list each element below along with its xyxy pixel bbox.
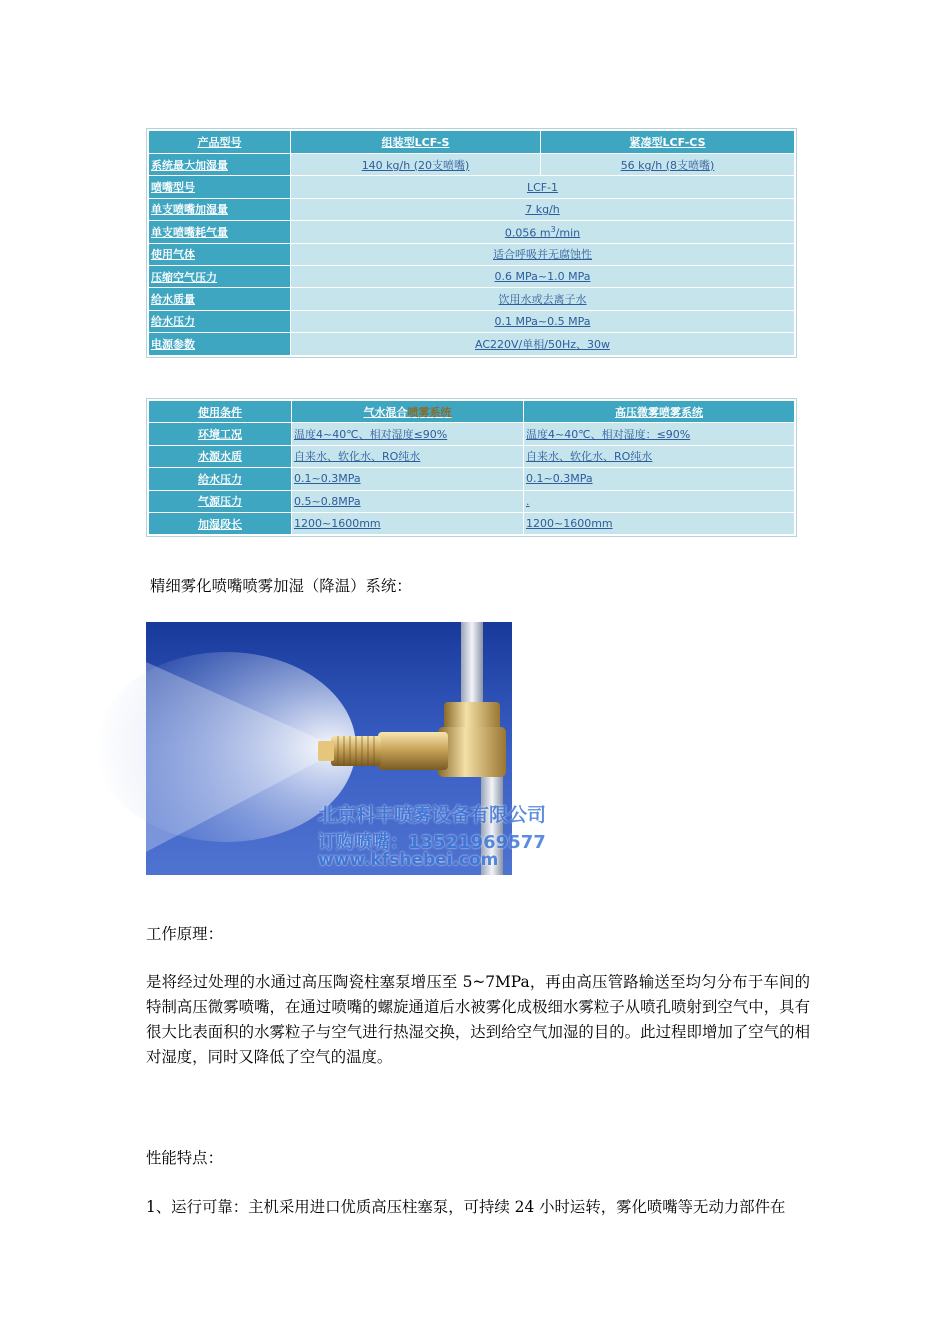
row-label[interactable]: 气源压力 — [149, 491, 291, 512]
row-value[interactable]: 适合呼吸并无腐蚀性 — [291, 244, 794, 265]
row-value[interactable]: 0.1~0.3MPa — [292, 468, 523, 489]
table-row — [149, 333, 794, 354]
table-row — [149, 446, 794, 467]
header-conditions[interactable]: 使用条件 — [149, 401, 291, 422]
row-value[interactable]: 温度4~40℃、相对湿度≤90% — [292, 423, 523, 444]
header-product-model[interactable]: 产品型号 — [149, 131, 290, 153]
row-value[interactable]: 1200~1600mm — [524, 513, 794, 534]
row-value[interactable]: AC220V/单相/50Hz、30w — [291, 333, 794, 354]
header-high-pressure[interactable]: 高压微雾喷雾系统 — [524, 401, 794, 422]
header-lcf-cs[interactable]: 紧凑型LCF-CS — [541, 131, 794, 153]
row-label[interactable]: 给水压力 — [149, 311, 290, 332]
row-value[interactable]: . — [524, 491, 794, 512]
row-value[interactable]: 0.1 MPa~0.5 MPa — [291, 311, 794, 332]
row-value[interactable]: 自来水、软化水、RO纯水 — [524, 446, 794, 467]
watermark-company: 北京科丰喷雾设备有限公司 — [318, 804, 547, 826]
header-part-highlight: 喷雾系统 — [407, 405, 452, 419]
watermark-url: www.kfshebei.com — [318, 850, 499, 870]
row-label[interactable]: 喷嘴型号 — [149, 176, 290, 197]
spec-table-conditions — [146, 398, 797, 537]
table-row — [149, 491, 794, 512]
row-label[interactable]: 给水压力 — [149, 468, 291, 489]
table-row — [149, 176, 794, 197]
row-label[interactable]: 水源水质 — [149, 446, 291, 467]
principle-paragraph: 是将经过处理的水通过高压陶瓷柱塞泵增压至 5~7MPa，再由高压管路输送至均匀分布于车间的特制高压微雾喷嘴，在通过喷嘴的螺旋通道后水被雾化成极细水雾粒子从喷孔喷射到空气中，具有很大比表面积的水雾粒子与空气进行热湿交换，达到给空气加湿的目的。此过程即增加了空气的相对湿度，同时又降低了空气的温度。 — [146, 973, 810, 1066]
row-value[interactable]: 56 kg/h (8支喷嘴) — [541, 154, 794, 175]
row-value[interactable]: 0.6 MPa~1.0 MPa — [291, 266, 794, 287]
header-lcf-s[interactable]: 组装型LCF-S — [291, 131, 540, 153]
principle-heading: 工作原理： — [146, 925, 223, 943]
row-label[interactable]: 加湿段长 — [149, 513, 291, 534]
header-part: 气水混合 — [363, 405, 408, 419]
row-label[interactable]: 单支喷嘴耗气量 — [149, 221, 290, 242]
row-value[interactable]: 7 kg/h — [291, 199, 794, 220]
photo-caption: 精细雾化喷嘴喷雾加湿（降温）系统： — [150, 577, 412, 595]
row-value[interactable]: 饮用水或去离子水 — [291, 288, 794, 309]
header-air-water[interactable] — [292, 401, 523, 422]
spray-nozzle-photo — [146, 622, 547, 875]
value-number: 0.056 m — [504, 226, 551, 240]
row-label[interactable]: 单支喷嘴加湿量 — [149, 199, 290, 220]
value-superscript: 3 — [550, 224, 556, 234]
row-value[interactable]: LCF-1 — [291, 176, 794, 197]
table-row — [149, 154, 794, 175]
table-header-row — [149, 131, 794, 153]
table-row — [149, 221, 794, 242]
row-label[interactable]: 系统最大加湿量 — [149, 154, 290, 175]
row-label[interactable]: 使用气体 — [149, 244, 290, 265]
watermark-phone: 订购喷嘴：13521969577 — [318, 832, 546, 853]
row-value[interactable]: 140 kg/h (20支喷嘴) — [291, 154, 540, 175]
row-value[interactable]: 1200~1600mm — [292, 513, 523, 534]
row-value[interactable]: 0.1~0.3MPa — [524, 468, 794, 489]
row-label[interactable]: 压缩空气压力 — [149, 266, 290, 287]
row-value[interactable]: 自来水、软化水、RO纯水 — [292, 446, 523, 467]
table-row — [149, 288, 794, 309]
features-item-1: 1、运行可靠：主机采用进口优质高压柱塞泵，可持续 24 小时运转，雾化喷嘴等无动力部件在 — [146, 1198, 786, 1216]
table-row — [149, 244, 794, 265]
value-unit: /min — [555, 226, 581, 240]
table-row — [149, 468, 794, 489]
row-label[interactable]: 给水质量 — [149, 288, 290, 309]
table-header-row — [149, 401, 794, 422]
row-label[interactable]: 环境工况 — [149, 423, 291, 444]
table-row — [149, 199, 794, 220]
table-row — [149, 513, 794, 534]
row-value[interactable]: 0.5~0.8MPa — [292, 491, 523, 512]
table-row — [149, 311, 794, 332]
row-value[interactable]: 温度4~40℃、相对湿度：≤90% — [524, 423, 794, 444]
table-row — [149, 423, 794, 444]
row-value[interactable] — [291, 221, 794, 242]
features-heading: 性能特点： — [146, 1149, 223, 1167]
row-label[interactable]: 电源参数 — [149, 333, 290, 354]
spec-table-products — [146, 128, 797, 358]
table-row — [149, 266, 794, 287]
